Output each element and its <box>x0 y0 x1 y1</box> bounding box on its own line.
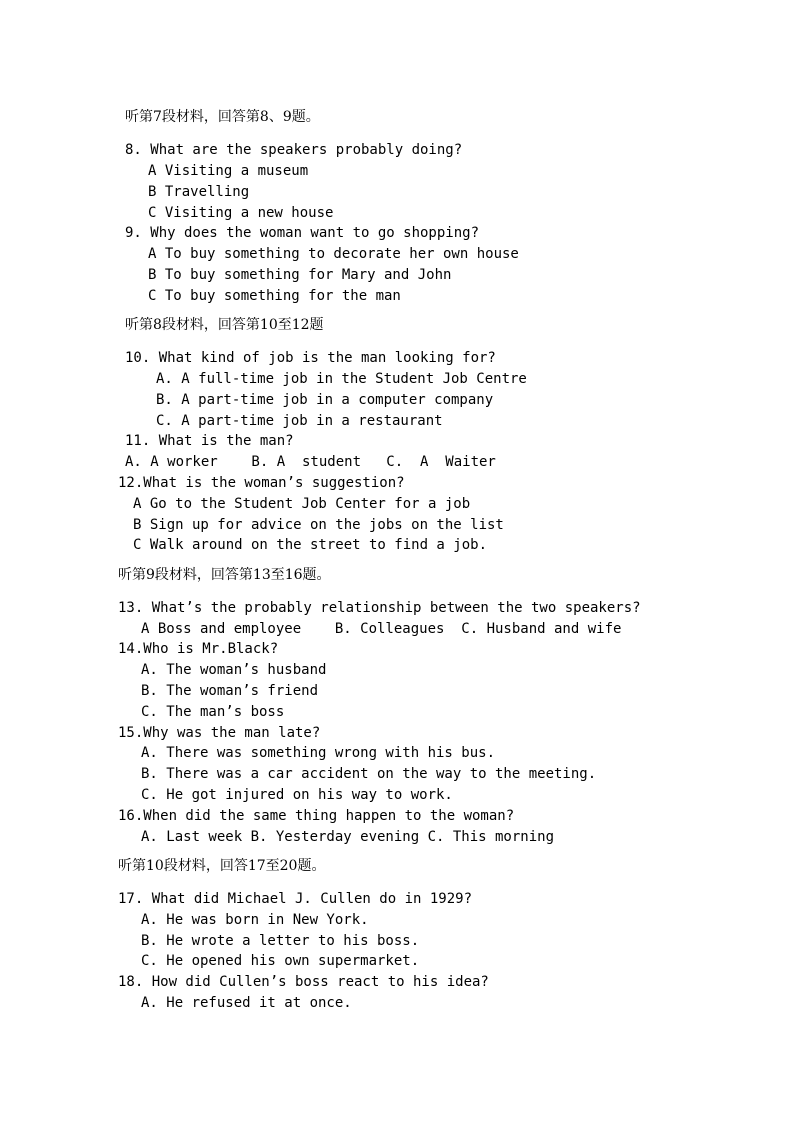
question: 13. What’s the probably relationship between the two speakers? <box>118 600 641 616</box>
option: A. There was something wrong with his bus. <box>141 745 496 761</box>
question: 14.Who is Mr.Black? <box>118 641 279 657</box>
option: C Walk around on the street to find a job. <box>133 537 488 553</box>
option: B. There was a car accident on the way to the meeting. <box>141 766 597 782</box>
question: 15.Why was the man late? <box>118 725 321 741</box>
option: A. He was born in New York. <box>141 912 369 928</box>
option: B. A part-time job in a computer company <box>156 392 494 408</box>
section-header: 听第10段材料，回答17至20题。 <box>118 858 326 874</box>
question: 17. What did Michael J. Cullen do in 1929? <box>118 891 473 907</box>
option-row: A. Last week B. Yesterday evening C. This morning <box>141 829 555 845</box>
option: B. He wrote a letter to his boss. <box>141 933 420 949</box>
option-row: A Boss and employee B. Colleagues C. Husband and wife <box>141 621 622 637</box>
option: C To buy something for the man <box>148 288 401 304</box>
question: 11. What is the man? <box>125 433 294 449</box>
option: A. The woman’s husband <box>141 662 327 678</box>
option: B. The woman’s friend <box>141 683 319 699</box>
question: 8. What are the speakers probably doing? <box>125 142 463 158</box>
question: 12.What is the woman’s suggestion? <box>118 475 405 491</box>
question: 18. How did Cullen’s boss react to his idea? <box>118 974 489 990</box>
option: C. He opened his own supermarket. <box>141 953 420 969</box>
section-header: 听第7段材料，回答第8、9题。 <box>125 109 320 125</box>
question: 9. Why does the woman want to go shopping? <box>125 225 480 241</box>
option: A. He refused it at once. <box>141 995 352 1011</box>
option-row: A. A worker B. A student C. A Waiter <box>125 454 496 470</box>
section-header: 听第9段材料，回答第13至16题。 <box>118 567 331 583</box>
option: A Go to the Student Job Center for a job <box>133 496 471 512</box>
question: 10. What kind of job is the man looking for? <box>125 350 496 366</box>
option: C. The man’s boss <box>141 704 285 720</box>
option: A. A full-time job in the Student Job Centre <box>156 371 527 387</box>
section-header: 听第8段材料，回答第10至12题 <box>125 317 324 333</box>
option: B Travelling <box>148 184 250 200</box>
option: C Visiting a new house <box>148 205 334 221</box>
option: B To buy something for Mary and John <box>148 267 452 283</box>
option: A Visiting a museum <box>148 163 309 179</box>
option: C. A part-time job in a restaurant <box>156 413 443 429</box>
option: C. He got injured on his way to work. <box>141 787 453 803</box>
option: B Sign up for advice on the jobs on the list <box>133 517 504 533</box>
question: 16.When did the same thing happen to the woman? <box>118 808 515 824</box>
option: A To buy something to decorate her own house <box>148 246 519 262</box>
